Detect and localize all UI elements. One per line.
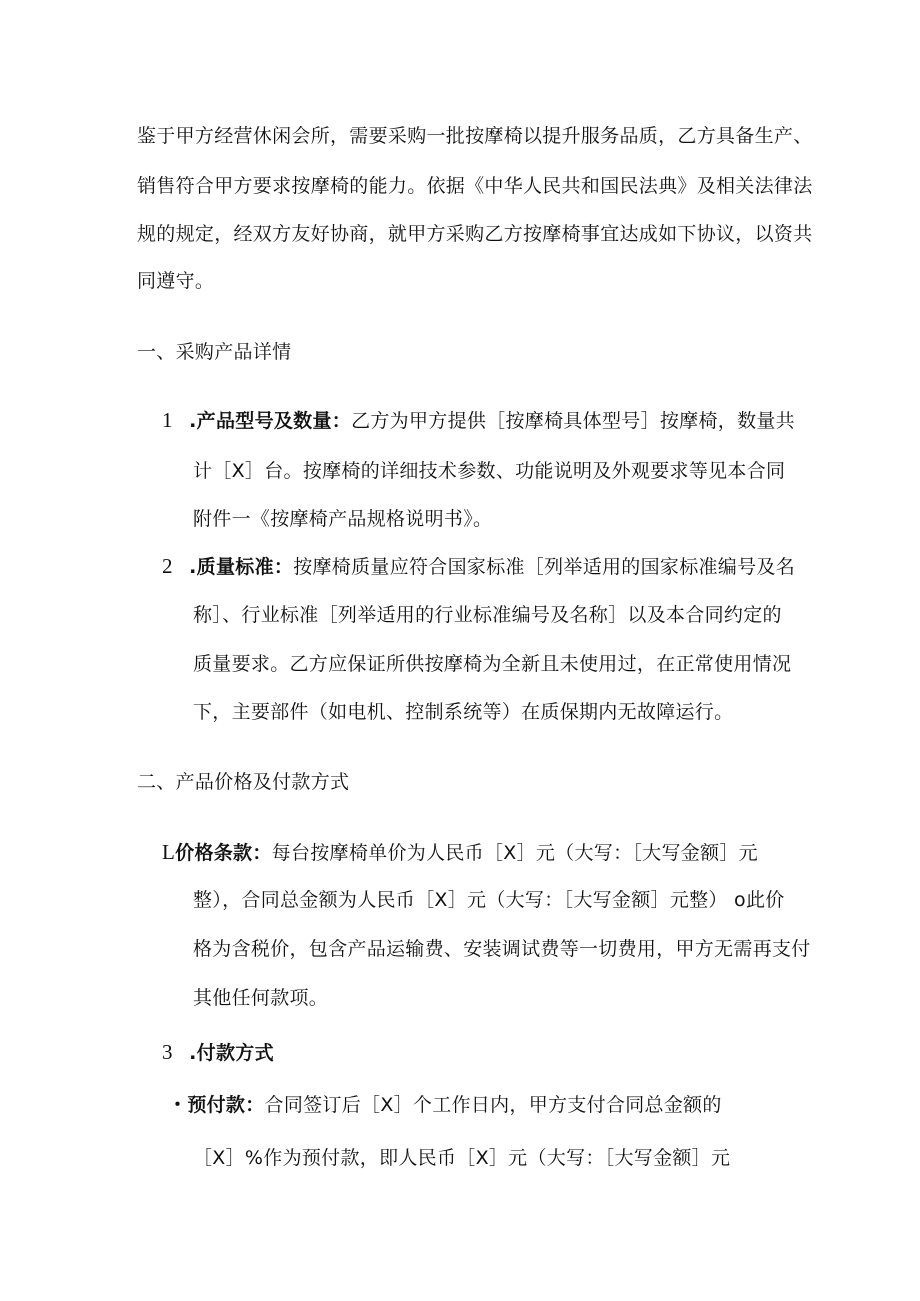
item-1-line-2: 计［X］台。按摩椅的详细技术参数、功能说明及外观要求等见本合同 xyxy=(193,460,786,482)
item-2-label: .质量标准： xyxy=(189,556,294,578)
item-2-line-4: 下，主要部件（如电机、控制系统等）在质保期内无故障运行。 xyxy=(193,701,734,723)
intro-line-1: 鉴于甲方经营休闲会所，需要采购一批按摩椅以提升服务品质，乙方具备生产、 xyxy=(137,125,813,147)
prepay-first-line xyxy=(168,1093,722,1117)
prepay-line-2: ［X］%作为预付款，即人民币［X］元（大写：［大写金额］元 xyxy=(193,1147,731,1169)
item-2-text: 按摩椅质量应符合国家标准［列举适用的国家标准编号及名 xyxy=(293,556,795,578)
item-1-label: .产品型号及数量： xyxy=(189,410,352,432)
price-clause-text: 每台按摩椅单价为人民币［X］元（大写：［大写金额］元 xyxy=(271,842,758,864)
item-2-line-3: 质量要求。乙方应保证所供按摩椅为全新且未使用过，在正常使用情况 xyxy=(193,653,792,675)
payment-method-number: 3 xyxy=(162,1040,173,1064)
price-clause-first-line xyxy=(162,840,758,865)
payment-method-heading xyxy=(162,1040,274,1065)
price-clause-number: L xyxy=(162,840,176,864)
price-clause-line-2: 整），合同总金额为人民币［X］元（大写：［大写金额］元整） o此价 xyxy=(193,889,785,911)
item-1-first-line xyxy=(162,408,795,433)
section-2-heading: 二、产品价格及付款方式 xyxy=(137,771,350,793)
prepay-label: 预付款： xyxy=(187,1094,265,1116)
prepay-bullet: ・ xyxy=(168,1094,188,1116)
price-clause-line-3: 格为含税价，包含产品运输费、安装调试费等一切费用，甲方无需再支付 xyxy=(193,938,811,960)
item-2-line-2: 称］、行业标准［列举适用的行业标准编号及名称］以及本合同约定的 xyxy=(193,604,782,626)
section-1-heading: 一、采购产品详情 xyxy=(137,341,292,363)
item-1-text: 乙方为甲方提供［按摩椅具体型号］按摩椅，数量共 xyxy=(351,410,795,432)
price-clause-line-4: 其他任何款项。 xyxy=(193,987,329,1009)
intro-line-3: 规的规定，经双方友好协商，就甲方采购乙方按摩椅事宜达成如下协议，以资共 xyxy=(137,223,813,245)
intro-line-4: 同遵守。 xyxy=(137,270,215,292)
item-1-line-3: 附件一《按摩椅产品规格说明书》。 xyxy=(193,508,493,530)
item-2-number: 2 xyxy=(162,554,173,578)
item-1-number: 1 xyxy=(162,408,173,432)
payment-method-label: .付款方式 xyxy=(189,1042,274,1064)
prepay-text: 合同签订后［X］个工作日内，甲方支付合同总金额的 xyxy=(264,1094,722,1116)
item-2-first-line xyxy=(162,554,795,579)
price-clause-label: 价格条款： xyxy=(175,842,272,864)
intro-line-2: 销售符合甲方要求按摩椅的能力。依据《中华人民共和国民法典》及相关法律法 xyxy=(137,175,813,197)
